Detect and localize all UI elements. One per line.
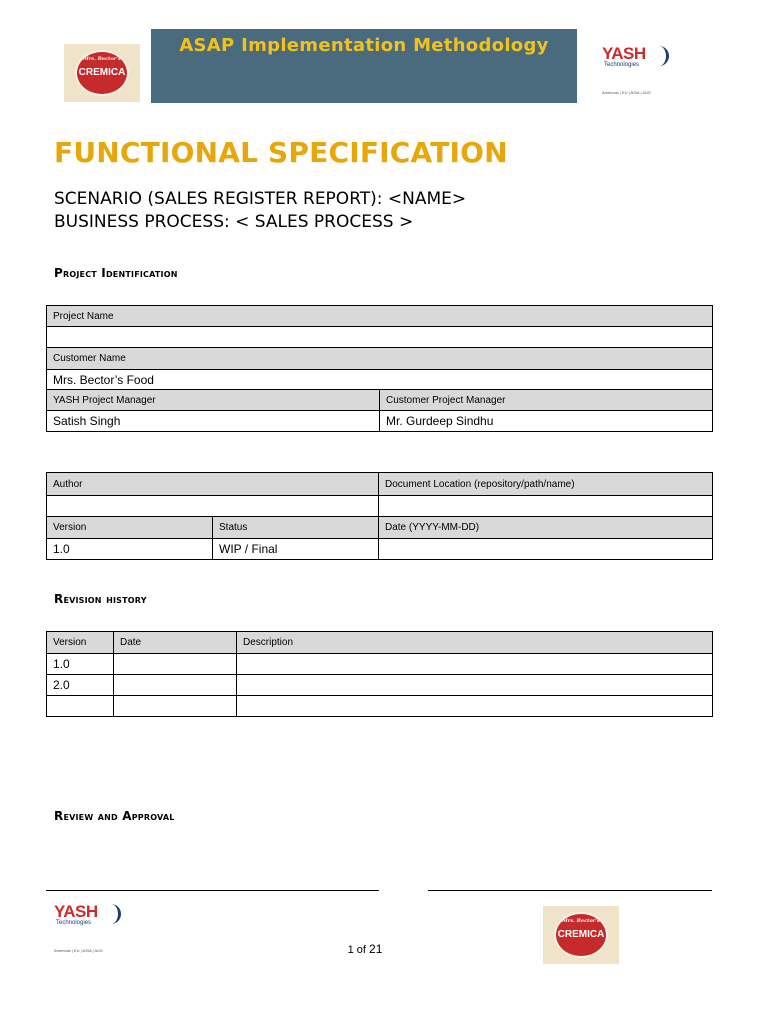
page-of: of	[356, 944, 366, 956]
signature-line-right	[428, 890, 712, 891]
page-current: 1	[347, 944, 354, 956]
revision-description-cell[interactable]	[237, 696, 713, 717]
table-row	[47, 675, 713, 696]
project-name-label: Project Name	[47, 306, 713, 327]
footer-cremica-logo	[543, 906, 619, 964]
yash-logo-tag: Americas | EU | ASIA | AUS	[54, 948, 103, 953]
page-total: 21	[369, 942, 383, 956]
yash-logo	[602, 44, 674, 100]
revision-col-date: Date	[114, 632, 237, 654]
document-location-value[interactable]	[379, 496, 713, 517]
yash-swoosh-icon	[104, 904, 121, 924]
cremica-logo-big-text: CREMICA	[557, 929, 605, 940]
cremica-logo	[64, 44, 140, 102]
customer-pm-label: Customer Project Manager	[380, 390, 713, 411]
business-process-line: BUSINESS PROCESS: < SALES PROCESS >	[54, 212, 414, 232]
author-value[interactable]	[47, 496, 379, 517]
yash-logo-tag: Americas | EU | ASIA | AUS	[602, 90, 651, 95]
project-identification-heading: Project Identification	[54, 266, 178, 280]
version-label: Version	[47, 517, 213, 539]
cremica-logo-small-text: Mrs. Bector's	[83, 56, 121, 62]
revision-date-cell[interactable]	[114, 696, 237, 717]
banner-title: ASAP Implementation Methodology	[179, 35, 549, 56]
yash-pm-label: YASH Project Manager	[47, 390, 380, 411]
revision-description-cell[interactable]	[237, 675, 713, 696]
customer-pm-value[interactable]: Mr. Gurdeep Sindhu	[380, 411, 713, 432]
revision-date-cell[interactable]	[114, 654, 237, 675]
revision-date-cell[interactable]	[114, 675, 237, 696]
signature-line-left	[46, 890, 379, 891]
status-value[interactable]: WIP / Final	[213, 539, 379, 560]
cremica-logo-small-text: Mrs. Bector's	[562, 918, 600, 924]
review-approval-heading: Review and Approval	[54, 809, 175, 823]
yash-logo-word: YASH	[54, 902, 98, 921]
customer-name-value[interactable]: Mrs. Bector’s Food	[47, 370, 713, 390]
customer-name-label: Customer Name	[47, 348, 713, 370]
revision-version-cell[interactable]	[47, 696, 114, 717]
yash-logo-sub: Technologies	[604, 62, 640, 68]
revision-col-version: Version	[47, 632, 114, 654]
document-title: FUNCTIONAL SPECIFICATION	[54, 136, 508, 169]
footer-yash-logo	[54, 902, 126, 958]
project-identification-table	[46, 305, 713, 432]
yash-swoosh-icon	[652, 46, 669, 66]
header-banner	[151, 29, 577, 103]
yash-logo-word: YASH	[602, 44, 646, 63]
revision-history-table	[46, 631, 713, 717]
project-name-value[interactable]	[47, 327, 713, 348]
revision-version-cell[interactable]: 1.0	[47, 654, 114, 675]
revision-col-description: Description	[237, 632, 713, 654]
document-location-label: Document Location (repository/path/name)	[379, 473, 713, 496]
yash-logo-sub: Technologies	[56, 920, 92, 926]
date-value[interactable]	[379, 539, 713, 560]
yash-pm-value[interactable]: Satish Singh	[47, 411, 380, 432]
revision-description-cell[interactable]	[237, 654, 713, 675]
author-label: Author	[47, 473, 379, 496]
status-label: Status	[213, 517, 379, 539]
date-label: Date (YYYY-MM-DD)	[379, 517, 713, 539]
revision-version-cell[interactable]: 2.0	[47, 675, 114, 696]
document-info-table	[46, 472, 713, 560]
scenario-line: SCENARIO (SALES REGISTER REPORT): <NAME>	[54, 189, 467, 209]
page-number	[300, 942, 430, 956]
table-row	[47, 696, 713, 717]
table-row	[47, 654, 713, 675]
revision-history-heading: Revision history	[54, 592, 147, 606]
version-value[interactable]: 1.0	[47, 539, 213, 560]
cremica-logo-big-text: CREMICA	[78, 67, 126, 78]
